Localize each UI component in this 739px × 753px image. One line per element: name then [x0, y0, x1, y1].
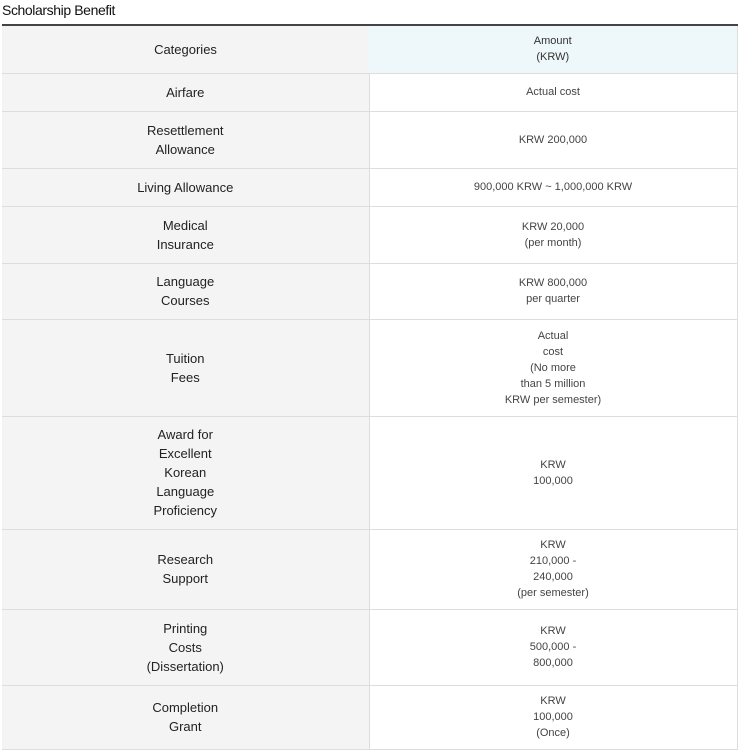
category-cell: [2, 168, 369, 206]
category-text: Allowance: [155, 141, 215, 157]
amount-text: KRW 200,000: [518, 133, 588, 146]
header-categories: [2, 25, 369, 73]
category-cell: [2, 529, 369, 609]
amount-text: Actual cost: [526, 86, 580, 98]
amount-cell: [369, 111, 737, 168]
category-text: Excellent: [158, 446, 212, 461]
table-row: [2, 263, 737, 319]
amount-text: than 5 million: [520, 377, 586, 390]
amount-text: Actual: [537, 329, 569, 342]
table-row: [2, 529, 737, 609]
amount-text: (No more: [530, 361, 576, 374]
amount-text: 100,000: [533, 474, 573, 487]
amount-text: KRW: [540, 695, 566, 707]
header-amount: [369, 25, 737, 73]
category-text: Resettlement: [146, 122, 224, 138]
category-text: Language: [156, 274, 215, 289]
amount-cell: [369, 263, 737, 319]
amount-text: (Once): [536, 727, 570, 739]
category-text: Costs: [168, 639, 202, 655]
amount-cell: [369, 319, 737, 416]
header-categories-label: Categories: [154, 41, 217, 57]
amount-text: 500,000 -: [529, 641, 577, 653]
amount-text: 240,000: [533, 571, 573, 583]
amount-cell: [369, 529, 737, 609]
amount-text: cost: [542, 345, 564, 358]
category-cell: [2, 263, 369, 319]
category-text: Printing: [163, 620, 208, 636]
category-cell: [2, 416, 369, 529]
amount-text: per quarter: [526, 293, 580, 305]
category-text: Proficiency: [153, 503, 218, 518]
category-text: Award for: [157, 427, 213, 442]
category-text: Fees: [170, 369, 200, 385]
category-text: Support: [162, 571, 209, 586]
amount-cell: [369, 168, 737, 206]
table-header-row: [2, 25, 737, 73]
category-cell: [2, 206, 369, 263]
table-row: [2, 73, 737, 111]
category-text: Grant: [168, 719, 202, 734]
amount-cell: [369, 609, 737, 685]
category-cell: [2, 111, 369, 168]
amount-text: KRW: [540, 539, 566, 551]
category-text: Medical: [162, 217, 208, 233]
table-row: [2, 416, 737, 529]
amount-text: (per month): [524, 236, 582, 249]
category-text: Completion: [152, 700, 219, 715]
category-text: Insurance: [156, 236, 214, 252]
amount-text: KRW 800,000: [518, 277, 588, 289]
category-text: Living Allowance: [137, 179, 234, 195]
scholarship-benefit-table: [2, 24, 738, 750]
table-row: [2, 609, 737, 685]
category-text: Research: [157, 552, 214, 567]
table-row: [2, 168, 737, 206]
category-text: Language: [156, 484, 215, 499]
amount-cell: [369, 685, 737, 749]
amount-text: KRW: [540, 625, 566, 637]
amount-text: KRW: [540, 458, 566, 471]
amount-text: KRW per semester): [504, 393, 602, 406]
amount-cell: [369, 206, 737, 263]
page-title: Scholarship Benefit: [2, 2, 116, 18]
amount-text: 210,000 -: [529, 555, 577, 567]
header-amount-label: Amount: [533, 35, 572, 48]
category-cell: [2, 685, 369, 749]
category-text: Courses: [161, 293, 210, 308]
amount-cell: [369, 73, 737, 111]
category-cell: [2, 609, 369, 685]
amount-text: 800,000: [533, 657, 573, 669]
amount-cell: [369, 416, 737, 529]
category-cell: [2, 319, 369, 416]
amount-text: 900,000 KRW ~ 1,000,000 KRW: [473, 181, 633, 193]
amount-text: 100,000: [533, 711, 573, 723]
category-text: Tuition: [165, 350, 205, 366]
table-row: [2, 685, 737, 749]
category-text: Korean: [164, 465, 207, 480]
header-amount-unit: (KRW): [536, 51, 570, 64]
category-cell: [2, 73, 369, 111]
table-row: [2, 206, 737, 263]
table-row: [2, 111, 737, 168]
amount-text: (per semester): [517, 587, 589, 599]
category-text: (Dissertation): [146, 658, 224, 674]
category-text: Airfare: [166, 84, 205, 100]
table-row: [2, 319, 737, 416]
amount-text: KRW 20,000: [521, 220, 585, 233]
